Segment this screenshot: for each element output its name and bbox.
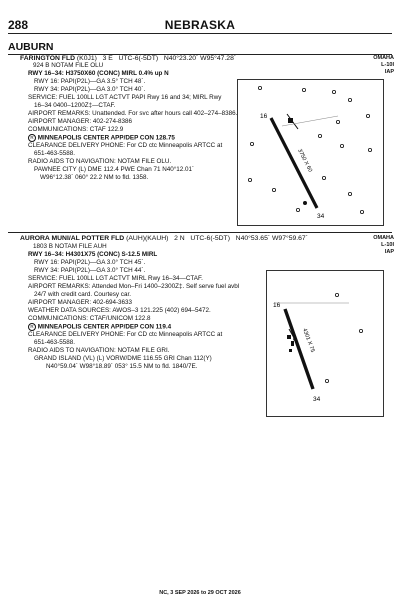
runway-end-label: 34 bbox=[317, 213, 325, 220]
clearance-line: CLEARANCE DELIVERY PHONE: For CD ctc Minneapolis ARTCC at bbox=[28, 142, 223, 149]
chart-tags bbox=[373, 55, 394, 76]
airport-loc: 3 E bbox=[102, 55, 113, 62]
navaid-line-2: N40°59.04´ W98°18.89´ 053° 15.5 NM to fld. 1840/7E. bbox=[46, 363, 198, 370]
chart-tag: L-10I bbox=[381, 62, 394, 68]
comms-line: COMMUNICATIONS: CTAF 122.9 bbox=[28, 126, 124, 133]
runway-16-line: RWY 16: PAPI(P2L)—GA 3.0° TCH 45´. bbox=[34, 259, 146, 266]
clearance-line-2: 651-463-5588. bbox=[34, 150, 75, 157]
state-header: NEBRASKA bbox=[164, 18, 236, 32]
airport-coords: N40°53.65´ W97°59.67´ bbox=[235, 235, 308, 242]
iap-tag: IAP bbox=[384, 69, 394, 75]
airport-elev-line: 924 B NOTAM FILE OLU bbox=[33, 62, 104, 69]
airport-diagram-svg bbox=[238, 80, 383, 225]
obstacle-markers bbox=[325, 293, 362, 382]
airport-name: AURORA MUNI/AL POTTER FLD bbox=[20, 235, 125, 242]
entry-separator bbox=[8, 232, 392, 233]
footer-effective-dates: NC, 3 SEP 2026 to 29 OCT 2026 bbox=[159, 590, 241, 596]
runway-dimension-label: 4301 X 75 bbox=[301, 327, 316, 354]
weather-line: WEATHER DATA SOURCES: AWOS–3 121.225 (402) 694–5472. bbox=[28, 307, 211, 314]
buildings bbox=[287, 335, 294, 352]
airport-ident: (AUH)(KAUH) bbox=[126, 235, 169, 242]
remarks-line: AIRPORT REMARKS: Attended Mon–Fri 1400–2300Z‡. Self serve fuel avbl bbox=[28, 283, 240, 290]
remarks-line-2: 24/7 with credit card. Courtesy car. bbox=[34, 291, 131, 298]
runway-line: RWY 16–34: H3750X60 (CONC) MIRL 0.4% up N bbox=[28, 70, 169, 77]
circled-r-icon: R bbox=[28, 323, 36, 331]
radio-aids-line: RADIO AIDS TO NAVIGATION: NOTAM FILE OLU. bbox=[28, 158, 172, 165]
runway-start-label: 16 bbox=[273, 302, 281, 309]
chart-tags bbox=[373, 235, 394, 256]
remarks-line: AIRPORT REMARKS: Unattended. For svc after hours call 402–274–8386. bbox=[28, 110, 238, 117]
airport-elev-line: 1803 B NOTAM FILE AUH bbox=[33, 243, 107, 250]
runway-end-label: 34 bbox=[313, 396, 321, 403]
runway-16-line: RWY 16: PAPI(P2L)—GA 3.5° TCH 48´. bbox=[34, 78, 146, 85]
airport-diagram-svg bbox=[267, 271, 383, 416]
navaid-line-2: W96°12.38´ 060° 22.2 NM to fld. 1358. bbox=[40, 174, 149, 181]
service-line-2: 16–34 0400–1200Z‡—CTAF. bbox=[34, 102, 116, 109]
manager-line: AIRPORT MANAGER: 402-274-8386 bbox=[28, 118, 133, 125]
app-dep-line: R MINNEAPOLIS CENTER APP/DEP CON 128.75 bbox=[28, 134, 175, 143]
region-tag: OMAHA bbox=[373, 55, 394, 61]
airport-utc: UTC-6(-5DT) bbox=[190, 235, 230, 242]
navaid-line: PAWNEE CITY (L) DME 112.4 PWE Chan 71 N40°12.01´ bbox=[34, 166, 195, 173]
clearance-line: CLEARANCE DELIVERY PHONE: For CD ctc Minneapolis ARTCC at bbox=[28, 331, 223, 338]
airport-ident: (K0J1) bbox=[76, 55, 97, 62]
iap-tag: IAP bbox=[384, 249, 394, 255]
service-line: SERVICE: FUEL 100LL LGT ACTVT MIRL Rwy 16–34—CTAF. bbox=[28, 275, 203, 282]
service-line: SERVICE: FUEL 100LL LGT ACTVT PAPI Rwy 16 and 34; MIRL Rwy bbox=[28, 94, 222, 101]
airport-utc: UTC-6(-5DT) bbox=[118, 55, 159, 62]
runway-dimension-label: 3750 X 60 bbox=[296, 148, 313, 174]
manager-line: AIRPORT MANAGER: 402-694-3633 bbox=[28, 299, 133, 306]
circled-r-icon: R bbox=[28, 134, 36, 142]
runway-line: RWY 16–34: H4301X75 (CONC) S-12.5 MIRL bbox=[28, 251, 158, 258]
region-tag: OMAHA bbox=[373, 235, 394, 241]
city-name: AUBURN bbox=[8, 41, 54, 53]
radio-aids-line: RADIO AIDS TO NAVIGATION: NOTAM FILE GRI. bbox=[28, 347, 170, 354]
beacon-icon bbox=[303, 201, 307, 205]
page-number: 288 bbox=[8, 18, 29, 32]
comms-line: COMMUNICATIONS: CTAF/UNICOM 122.8 bbox=[28, 315, 151, 322]
airport-diagram bbox=[237, 79, 384, 226]
app-dep-line: R MINNEAPOLIS CENTER APP/DEP CON 119.4 bbox=[28, 323, 171, 332]
beacon-icon bbox=[293, 337, 297, 341]
chart-tag: L-10I bbox=[381, 242, 394, 248]
airport-diagram bbox=[266, 270, 384, 417]
airport-loc: 2 N bbox=[174, 235, 185, 242]
runway-start-label: 16 bbox=[260, 113, 268, 120]
building bbox=[288, 118, 293, 123]
airport-name: FARINGTON FLD bbox=[20, 55, 76, 62]
header-rule bbox=[8, 33, 392, 34]
clearance-line-2: 651-463-5588. bbox=[34, 339, 75, 346]
airport-coords: N40°23.20´ W95°47.28´ bbox=[163, 55, 237, 62]
navaid-line: GRAND ISLAND (VL) (L) VORW/DME 116.55 GRI Chan 112(Y) bbox=[34, 355, 212, 362]
runway-34-line: RWY 34: PAPI(P2L)—GA 3.0° TCH 44´. bbox=[34, 267, 146, 274]
runway-34-line: RWY 34: PAPI(P2L)—GA 3.0° TCH 40´. bbox=[34, 86, 146, 93]
